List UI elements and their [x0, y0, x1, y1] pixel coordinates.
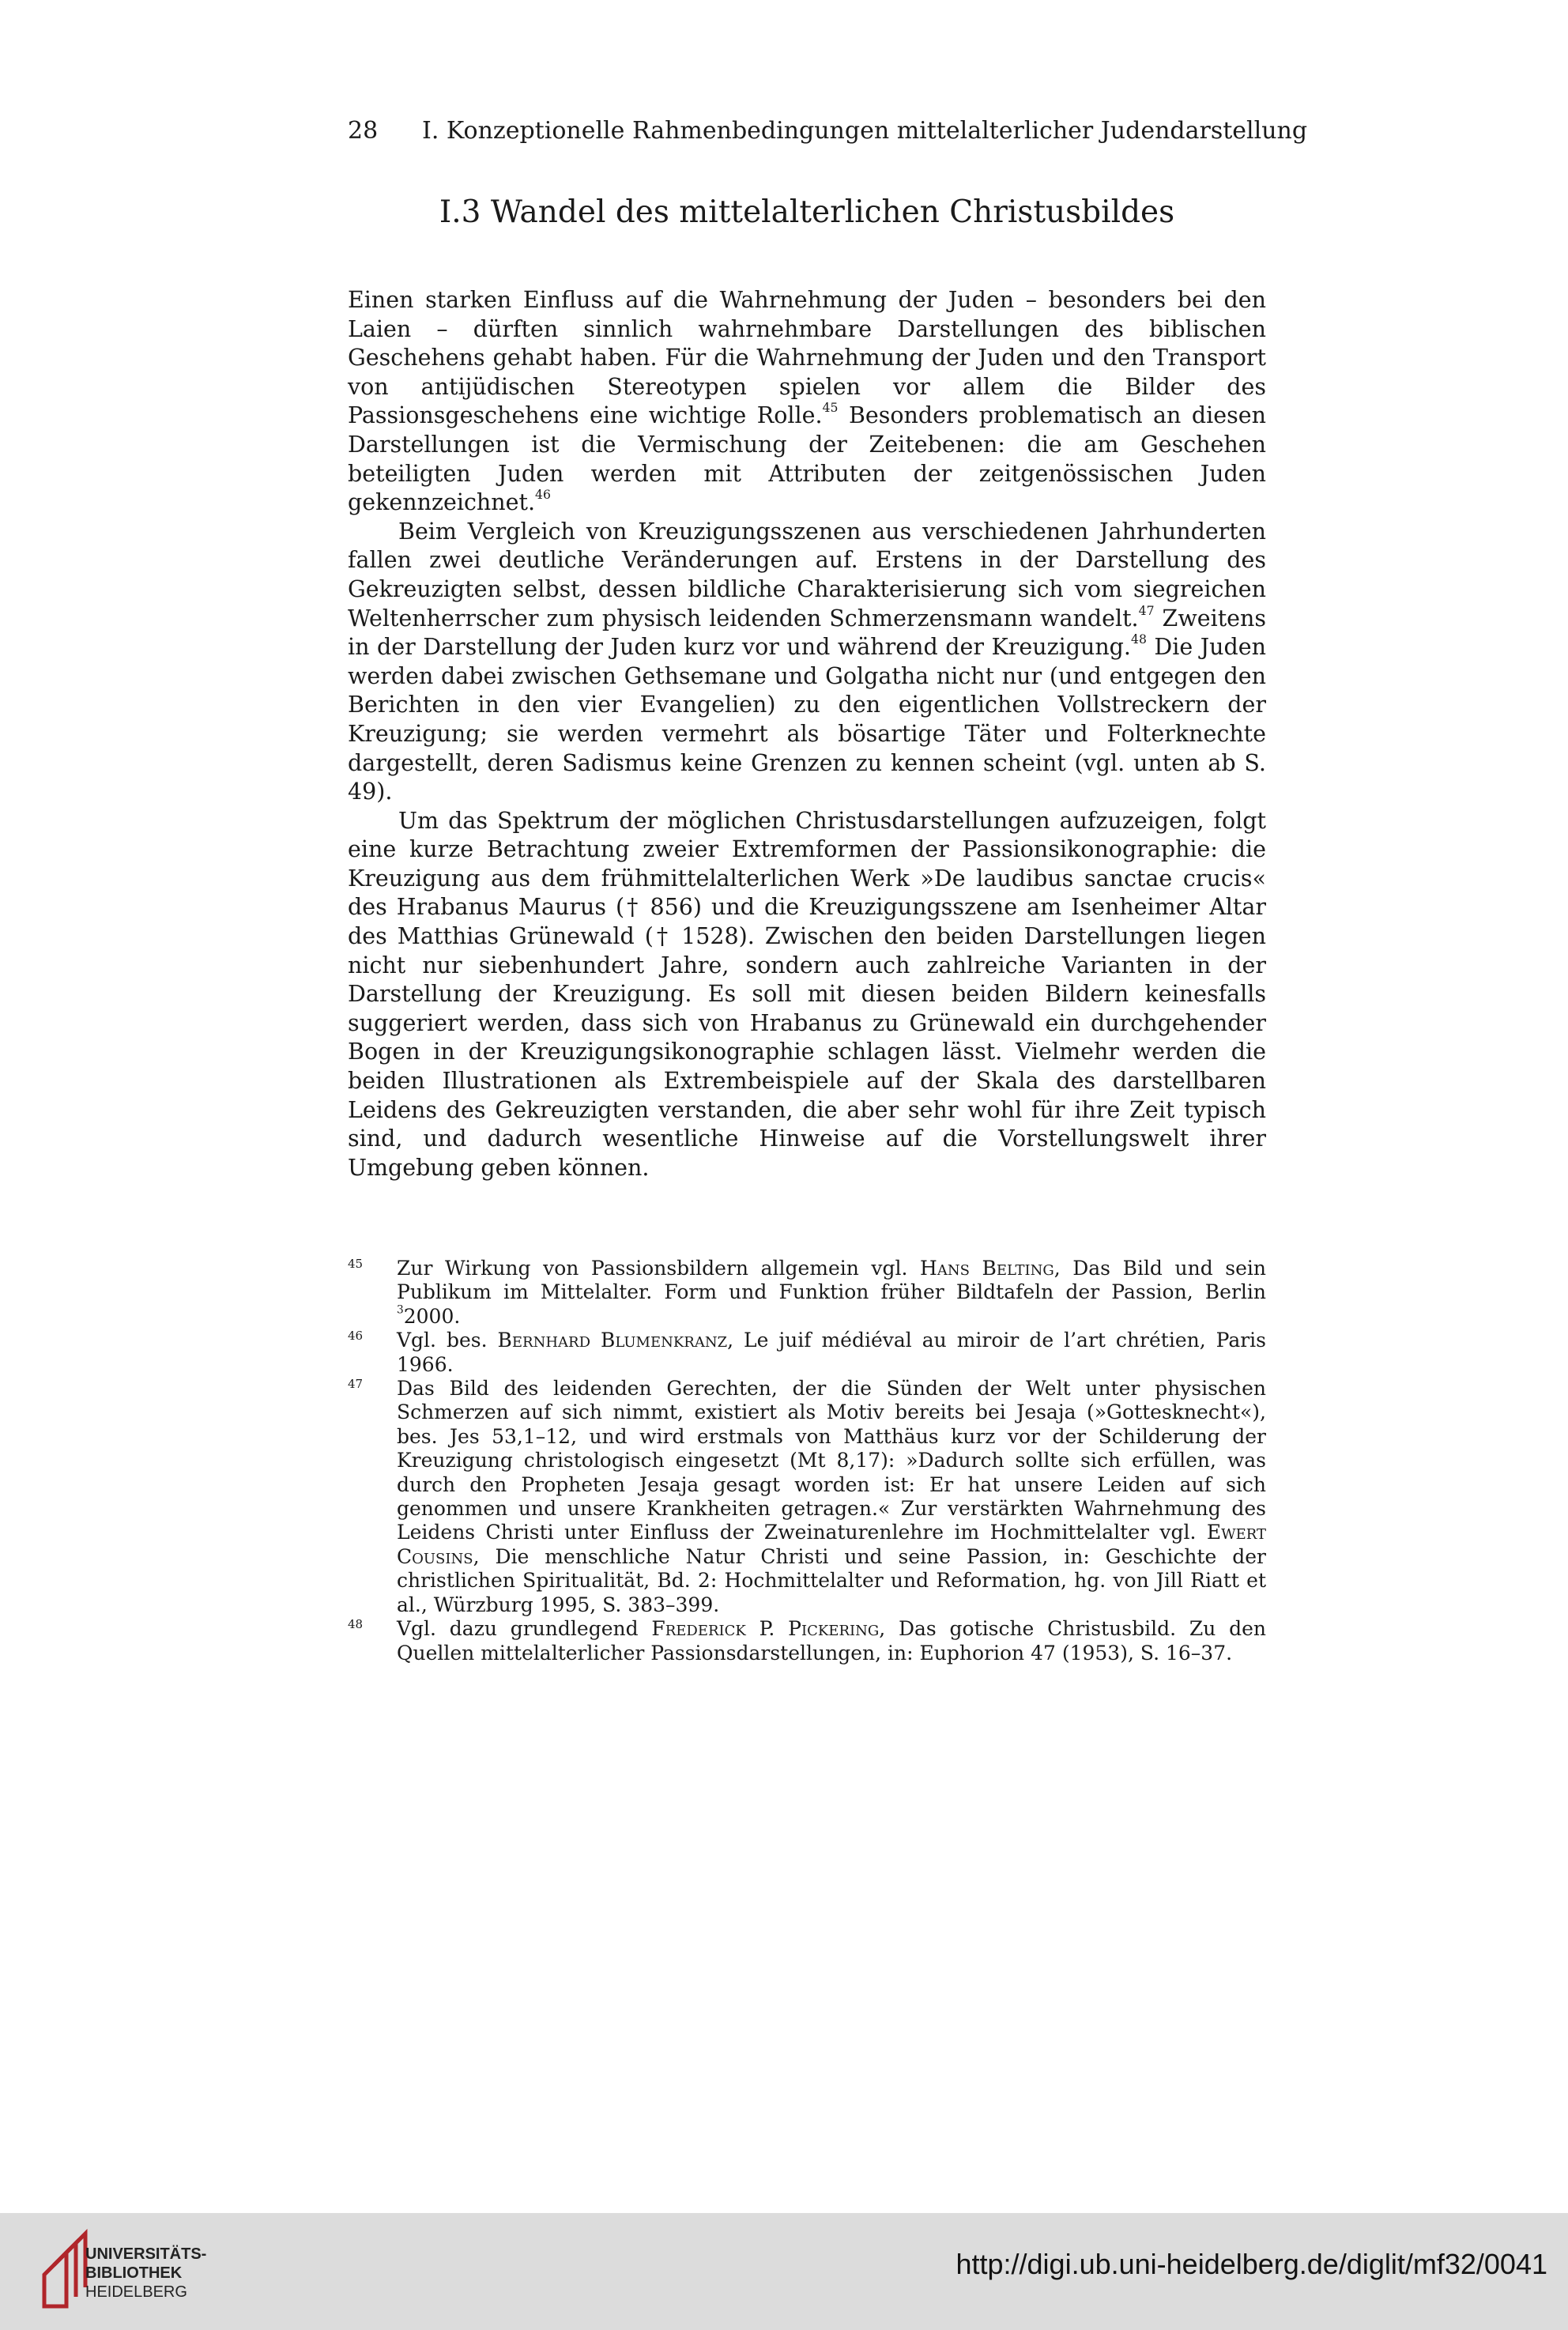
footnote-ref-45[interactable]: 45	[822, 400, 839, 416]
library-name-line: UNIVERSITÄTS-	[85, 2245, 207, 2263]
footnote-author: Ewert Cousins	[397, 1521, 1266, 1568]
paragraph-2	[348, 518, 1266, 807]
page-number: 28	[348, 117, 379, 145]
footnote-46	[348, 1329, 1266, 1377]
footnote-48	[348, 1617, 1266, 1665]
paragraph-1-text-b: Besonders problematisch an diesen Darstellungen ist die Vermischung der Zeitebenen: die am Geschehen beteiligten Juden werden mit Attributen der zeitgenössischen Juden gekennzeichnet.	[348, 402, 1266, 516]
footnote-author: Frederick P. Pickering	[651, 1617, 880, 1641]
footnote-text: , Die menschliche Natur Christi und seine Passion, in: Geschichte der christlichen Spiritualität, Bd. 2: Hochmittelalter und Reformation, hg. von Jill Riatt et al., Würzburg 1995, S. 383–399.	[397, 1544, 1266, 1616]
paragraph-2-text-a: Beim Vergleich von Kreuzigungsszenen aus verschiedenen Jahrhunderten fallen zwei deutliche Veränderungen auf. Erstens in der Darstellung des Gekreuzigten selbst, dessen bildliche Charakterisierung sich vom siegreichen Weltenherrscher zum physisch leidenden Schmerzensmann wandelt.	[348, 518, 1266, 632]
library-name	[85, 2245, 206, 2302]
footnote-text: Vgl. dazu grundlegend	[397, 1617, 652, 1641]
library-footer-bar	[0, 2213, 1568, 2330]
footnote-text: , Das gotische Christusbild. Zu den Quellen mittelalterlicher Passionsdarstellungen, in: Euphorion 47 (1953), S. 16–37.	[397, 1617, 1266, 1665]
footnote-author: Bernhard Blumenkranz	[497, 1329, 728, 1352]
footnote-47	[348, 1377, 1266, 1617]
chapter-title: I.3 Wandel des mittelalterlichen Christusbildes	[439, 194, 1175, 230]
running-header	[348, 115, 1308, 147]
footnote-text: , Das Bild und sein Publikum im Mittelalter. Form und Funktion früher Bildtafeln der Passion, Berlin	[397, 1257, 1266, 1304]
paragraph-3: Um das Spektrum der möglichen Christusdarstellungen aufzuzeigen, folgt eine kurze Betrachtung zweier Extremformen der Passionsikonographie: die Kreuzigung aus dem frühmittelalterlichen Werk »De laudibus sanctae crucis« des Hrabanus Maurus († 856) und die Kreuzigungsszene am Isenheimer Altar des Matthias Grünewald († 1528). Zwischen den beiden Darstellungen liegen nicht nur siebenhundert Jahre, sondern auch zahlreiche Varianten in der Darstellung der Kreuzigung. Es soll mit diesen beiden Bildern keinesfalls suggeriert werden, dass sich von Hrabanus zu Grünewald ein durchgehender Bogen in der Kreuzigungsikonographie schlagen lässt. Vielmehr werden die beiden Illustrationen als Extrembeispiele auf der Skala des darstellbaren Leidens des Gekreuzigten verstanden, die aber sehr wohl für ihre Zeit typisch sind, und dadurch wesentliche Hinweise auf die Vorstellungswelt ihrer Umgebung geben können.	[348, 807, 1266, 1181]
footnote-ref-47[interactable]: 47	[1138, 602, 1155, 618]
footnote-text: , Le juif médiéval au miroir de l’art chrétien, Paris 1966.	[397, 1329, 1267, 1376]
footnote-text: Vgl. bes.	[397, 1329, 498, 1352]
footnote-ref-48[interactable]: 48	[1130, 632, 1147, 647]
running-title: I. Konzeptionelle Rahmenbedingungen mittelalterlicher Judendarstellung	[422, 117, 1308, 145]
footnote-ref-46[interactable]: 46	[535, 487, 551, 503]
footnote-text: Zur Wirkung von Passionsbildern allgemein vgl.	[397, 1257, 921, 1280]
footnote-45	[348, 1257, 1266, 1329]
library-name-line: HEIDELBERG	[85, 2283, 187, 2301]
body-text	[348, 286, 1266, 1182]
edition-number: 3	[397, 1303, 404, 1317]
paragraph-1	[348, 286, 1266, 518]
paragraph-1-text-a: Einen starken Einfluss auf die Wahrnehmung der Juden – besonders bei den Laien – dürften sinnlich wahrnehmbare Darstellungen des biblischen Geschehens gehabt haben. Für die Wahrnehmung der Juden und den Transport von antijüdischen Stereotypen spielen vor allem die Bilder des Passionsgeschehens eine wichtige Rolle.	[348, 287, 1266, 429]
footnote-number: 48	[348, 1617, 364, 1632]
footnote-year: 2000.	[403, 1304, 461, 1328]
permalink-url[interactable]: http://digi.ub.uni-heidelberg.de/diglit/mf32/0041	[956, 2248, 1547, 2280]
paragraph-2-text-c: Die Juden werden dabei zwischen Gethsemane und Golgatha nicht nur (und entgegen den Berichten in den vier Evangelien) zu den eigentlichen Vollstreckern der Kreuzigung; sie werden vermehrt als bösartige Täter und Folterknechte dargestellt, deren Sadismus keine Grenzen zu kennen scheint (vgl. unten ab S. 49).	[348, 634, 1267, 805]
footnote-number: 46	[348, 1329, 364, 1344]
footnote-author: Hans Belting	[920, 1257, 1054, 1280]
paragraph-2-text-b: Zweitens in der Darstellung der Juden kurz vor und während der Kreuzigung.	[348, 605, 1266, 661]
library-name-line: BIBLIOTHEK	[85, 2264, 183, 2282]
footnote-number: 47	[348, 1377, 364, 1392]
footnote-number: 45	[348, 1257, 364, 1271]
footnotes	[348, 1257, 1266, 1665]
footnote-text: Das Bild des leidenden Gerechten, der die Sünden der Welt unter physischen Schmerzen auf sich nimmt, existiert als Motiv bereits bei Jesaja (»Gottesknecht«), bes. Jes 53,1–12, und wird erstmals von Matthäus kurz vor der Schilderung der Kreuzigung christologisch eingesetzt (Mt 8,17): »Dadurch sollte sich erfüllen, was durch den Propheten Jesaja gesagt worden ist: Er hat unsere Leiden auf sich genommen und unsere Krankheiten getragen.« Zur verstärkten Wahrnehmung des Leidens Christi unter Einfluss der Zweinaturenlehre im Hochmittelalter vgl.	[397, 1377, 1266, 1544]
